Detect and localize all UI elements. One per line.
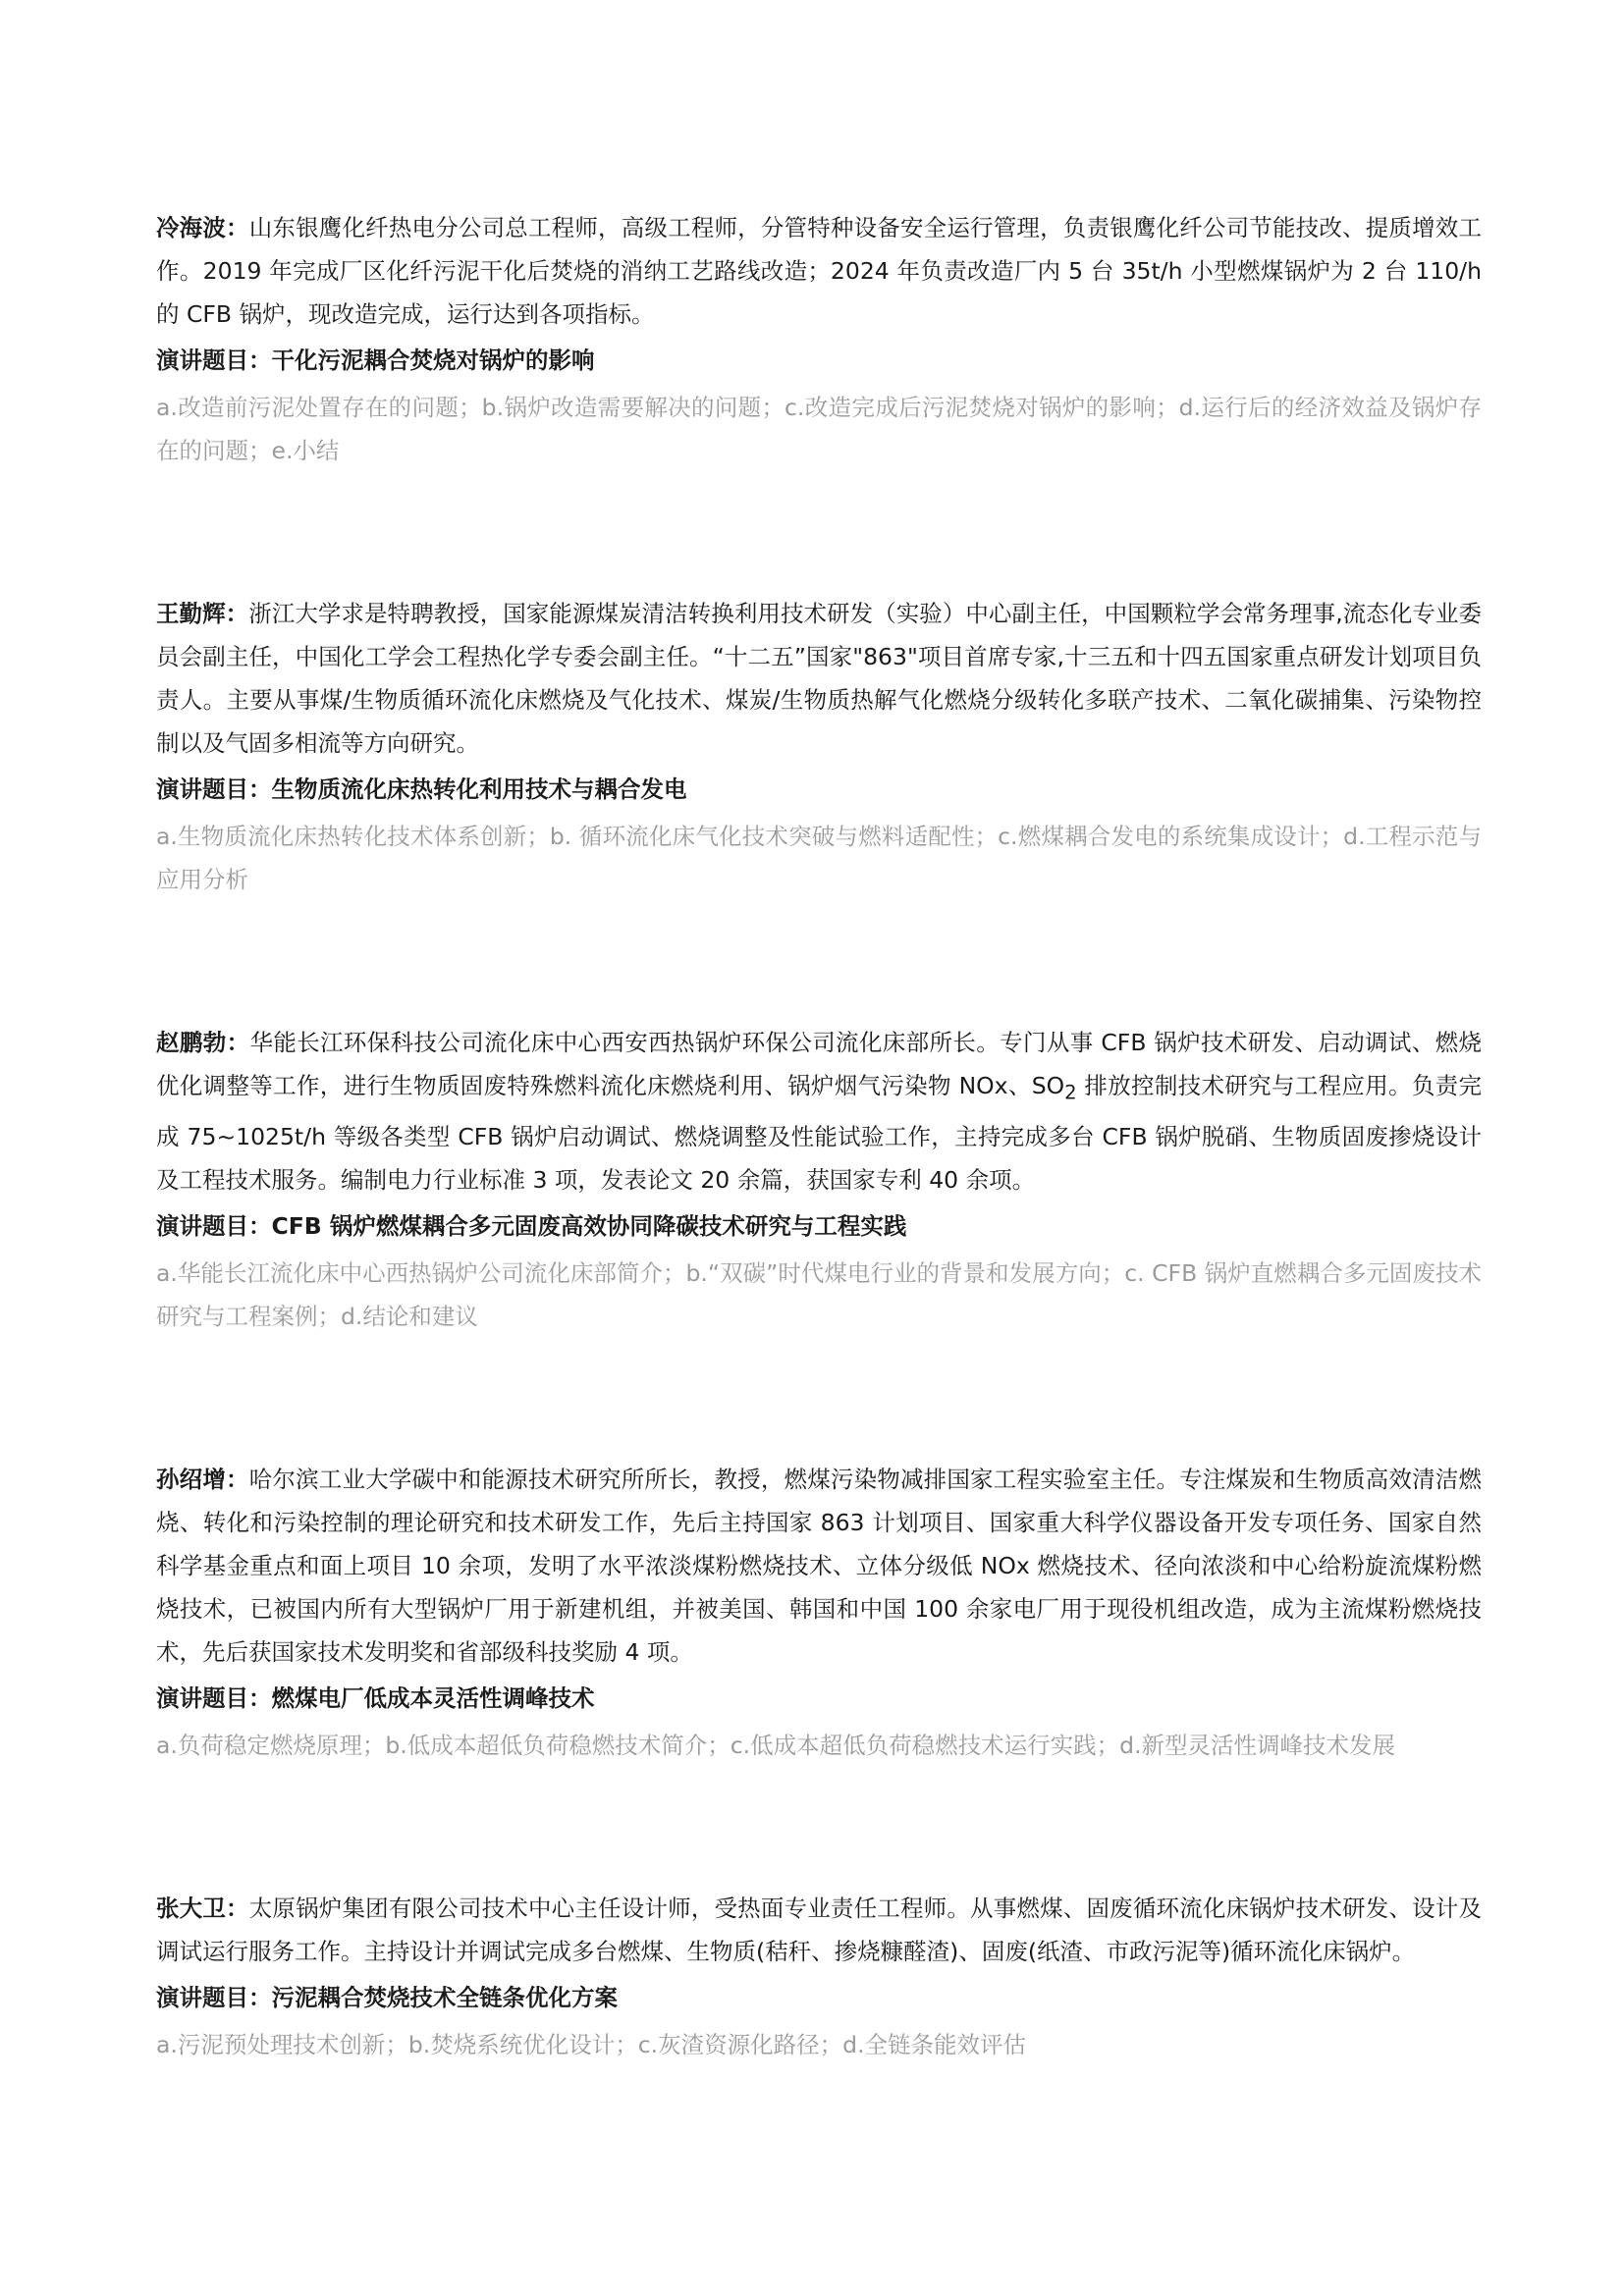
speech-outline: a.改造前污泥处置存在的问题；b.锅炉改造需要解决的问题；c.改造完成后污泥焚烧对锅炉的影响；d.运行后的经济效益及锅炉存在的问题；e.小结 [156,394,1482,464]
subscript-2: 2 [1064,1081,1077,1104]
speaker-name: 张大卫： [156,1894,249,1922]
topic-title: 干化污泥耦合焚烧对锅炉的影响 [271,347,595,374]
speech-topic [156,1976,1482,2019]
spacer [156,1767,1482,1887]
speaker-name: 赵鹏勃： [156,1029,250,1056]
topic-title: 燃煤电厂低成本灵活性调峰技术 [271,1683,595,1712]
topic-prefix: 演讲题目： [156,1211,272,1240]
spacer [156,472,1482,592]
topic-title: CFB 锅炉燃煤耦合多元固废高效协同降碳技术研究与工程实践 [271,1211,907,1240]
speaker-bio [156,1021,1482,1201]
spacer [156,1338,1482,1458]
speaker-bio-text: 浙江大学求是特聘教授，国家能源煤炭清洁转换利用技术研发（实验）中心副主任，中国颗粒学会常务理事,流态化专业委员会副主任，中国化工学会工程热化学专委会副主任。“十二五”国家"863"项目首席专家,十三五和十四五国家重点研发计划项目负责人。主要从事煤/生物质循环流化床燃烧及气化技术、煤炭/生物质热解气化燃烧分级转化多联产技术、二氧化碳捕集、污染物控制以及气固多相流等方向研究。 [156,600,1483,757]
speech-topic [156,1204,1482,1248]
speaker-entry [156,206,1482,472]
topic-title: 生物质流化床热转化利用技术与耦合发电 [271,775,687,803]
speaker-bio [156,1458,1482,1674]
speaker-entry [156,1021,1482,1338]
topic-prefix: 演讲题目： [156,1983,272,2011]
speaker-entry [156,1887,1482,2066]
topic-title: 污泥耦合焚烧技术全链条优化方案 [271,1983,618,2011]
speaker-bio-text-cont: 排放控制技术研究与工程应用。负责完成 75~1025t/h 等级各类型 CFB 锅炉启动调试、燃烧调整及性能试验工作，主持完成多台 CFB 锅炉脱硝、生物质固废掺烧设计及工程技术服务。编制电力行业标准 3 项，发表论文 20 余篇，获国家专利 40 余项。 [156,1072,1482,1194]
speech-topic [156,339,1482,382]
speech-outline: a.华能长江流化床中心西热锅炉公司流化床部简介；b.“双碳”时代煤电行业的背景和发展方向；c. CFB 锅炉直燃耦合多元固废技术研究与工程案例；d.结论和建议 [156,1258,1482,1330]
speaker-bio [156,1887,1482,1973]
topic-prefix: 演讲题目： [156,775,272,803]
speaker-entry [156,1458,1482,1767]
speech-topic [156,1677,1482,1720]
speaker-bio [156,206,1482,336]
speaker-bio-text: 华能长江环保科技公司流化床中心西安西热锅炉环保公司流化床部所长。专门从事 CFB 锅炉技术研发、启动调试、燃烧优化调整等工作，进行生物质固废特殊燃料流化床燃烧利用、锅炉烟气污染物 NOx、SO [156,1029,1483,1099]
speech-outline: a.生物质流化床热转化技术体系创新；b. 循环流化床气化技术突破与燃料适配性；c.燃煤耦合发电的系统集成设计；d.工程示范与应用分析 [156,823,1482,893]
speaker-bio-text: 哈尔滨工业大学碳中和能源技术研究所所长，教授，燃煤污染物减排国家工程实验室主任。专注煤炭和生物质高效清洁燃烧、转化和污染控制的理论研究和技术研发工作，先后主持国家 863 计划项目、国家重大科学仪器设备开发专项任务、国家自然科学基金重点和面上项目 10 余项，发明了水平浓淡煤粉燃烧技术、立体分级低 NOx 燃烧技术、径向浓淡和中心给粉旋流煤粉燃烧技术，已被国内所有大型锅炉厂用于新建机组，并被美国、韩国和中国 100 余家电厂用于现役机组改造，成为主流煤粉燃烧技术，先后获国家技术发明奖和省部级科技奖励 4 项。 [156,1465,1482,1666]
speaker-entry [156,592,1482,901]
topic-prefix: 演讲题目： [156,347,272,374]
speaker-bio [156,592,1482,765]
speech-topic [156,768,1482,811]
spacer [156,901,1482,1021]
speaker-bio-text: 太原锅炉集团有限公司技术中心主任设计师，受热面专业责任工程师。从事燃煤、固废循环流化床锅炉技术研发、设计及调试运行服务工作。主持设计并调试完成多台燃煤、生物质(秸秆、掺烧糠醛渣)、固废(纸渣、市政污泥等)循环流化床锅炉。 [156,1894,1482,1965]
speech-outline: a.污泥预处理技术创新；b.焚烧系统优化设计；c.灰渣资源化路径；d.全链条能效评估 [156,2030,1027,2058]
speaker-name: 王勤辉： [156,600,249,627]
speech-outline: a.负荷稳定燃烧原理；b.低成本超低负荷稳燃技术简介；c.低成本超低负荷稳燃技术运行实践；d.新型灵活性调峰技术发展 [156,1731,1396,1759]
speaker-name: 冷海波： [156,214,249,241]
speaker-name: 孙绍增： [156,1465,249,1493]
speaker-list [156,206,1482,2066]
topic-prefix: 演讲题目： [156,1683,272,1712]
speaker-bio-text: 山东银鹰化纤热电分公司总工程师，高级工程师，分管特种设备安全运行管理，负责银鹰化纤公司节能技改、提质增效工作。2019 年完成厂区化纤污泥干化后焚烧的消纳工艺路线改造；2024 年负责改造厂内 5 台 35t/h 小型燃煤锅炉为 2 台 110/h 的 CFB 锅炉，现改造完成，运行达到各项指标。 [156,214,1482,328]
